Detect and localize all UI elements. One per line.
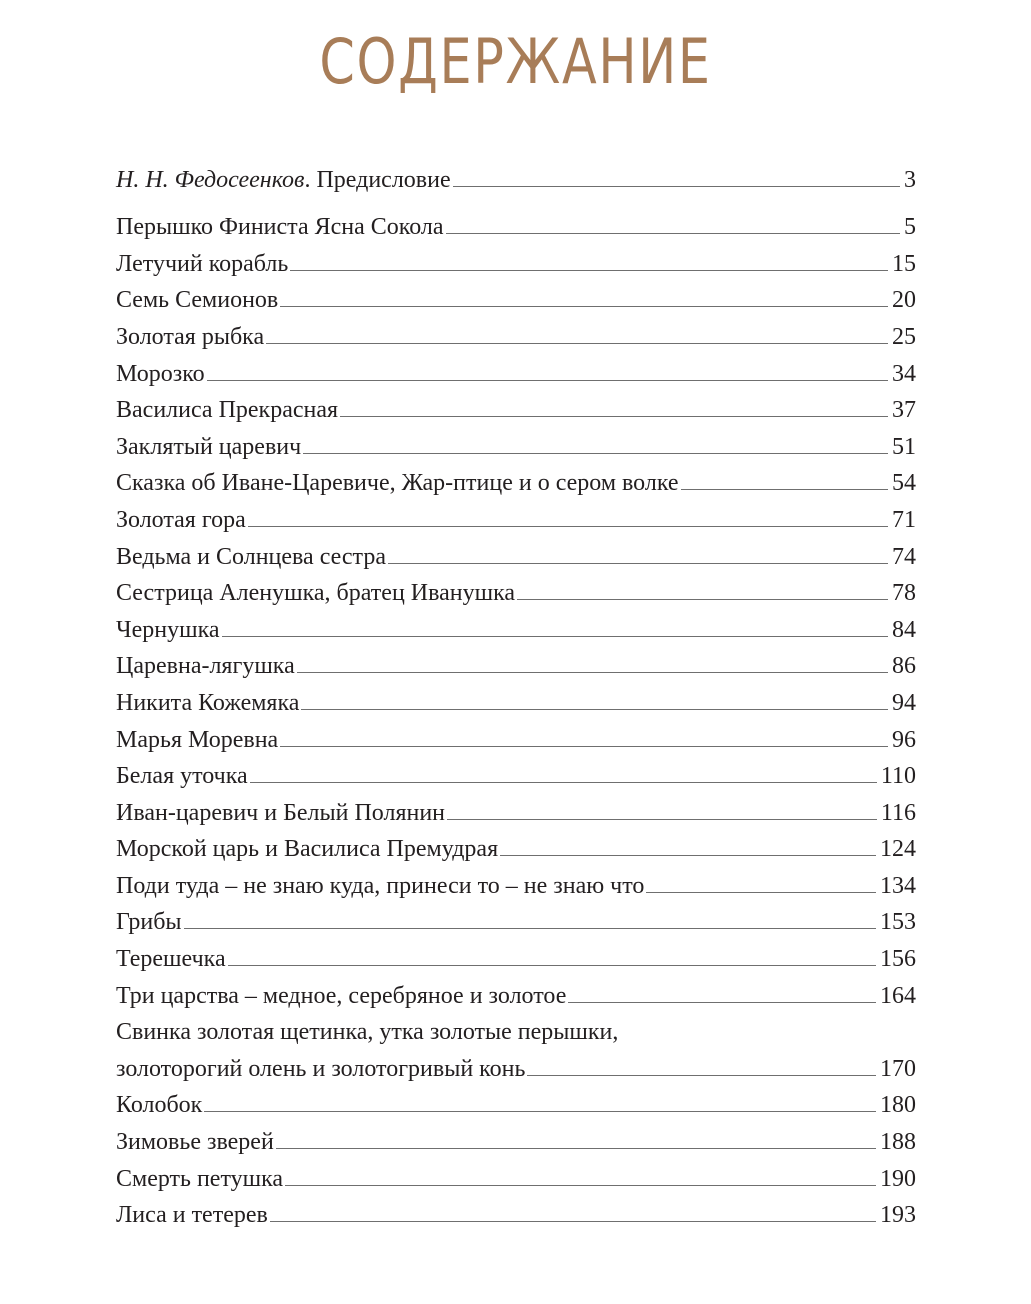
toc-entry-page: 37 <box>892 397 916 424</box>
toc-entry-page: 34 <box>892 360 916 387</box>
dot-leader <box>340 415 888 417</box>
toc-entry-title: Царевна-лягушка <box>116 653 295 680</box>
toc-entry-title: Зимовье зверей <box>116 1129 274 1156</box>
toc-entry-title: Перышко Финиста Ясна Сокола <box>116 214 444 241</box>
toc-entry[interactable] <box>116 206 916 243</box>
dot-leader <box>228 964 876 966</box>
toc-entry[interactable] <box>116 1084 916 1121</box>
toc-entry[interactable] <box>116 864 916 901</box>
toc-entry-page: 180 <box>880 1092 916 1119</box>
dot-leader <box>303 452 888 454</box>
toc-entry[interactable] <box>116 572 916 609</box>
toc-entry-page: 153 <box>880 909 916 936</box>
toc-entry-title: Ведьма и Солнцева сестра <box>116 543 386 570</box>
toc-entry-page: 51 <box>892 433 916 460</box>
toc-entry[interactable] <box>116 828 916 865</box>
toc-entry[interactable] <box>116 1047 916 1084</box>
toc-entry-page: 124 <box>880 836 916 863</box>
dot-leader <box>517 598 888 600</box>
toc-entry[interactable] <box>116 315 916 352</box>
toc-entry-title: Никита Кожемяка <box>116 689 300 716</box>
dot-leader <box>207 379 888 381</box>
toc-entry[interactable] <box>116 755 916 792</box>
toc-entry-page: 71 <box>892 506 916 533</box>
toc-entry-page: 3 <box>904 166 916 193</box>
dot-leader <box>285 1184 876 1186</box>
toc-entry-page: 54 <box>892 470 916 497</box>
toc-entry-title: Золотая гора <box>116 506 246 533</box>
dot-leader <box>447 818 877 820</box>
toc-entry-page: 134 <box>880 872 916 899</box>
dot-leader <box>280 305 888 307</box>
toc-entry-page: 170 <box>880 1055 916 1082</box>
toc-entry-title: Иван-царевич и Белый Полянин <box>116 799 446 826</box>
toc-entry-page: 86 <box>892 653 916 680</box>
toc-entry-page: 25 <box>892 323 916 350</box>
toc-entry[interactable] <box>116 462 916 499</box>
toc-entry-title: Морской царь и Василиса Премудрая <box>116 836 499 863</box>
dot-leader <box>290 269 888 271</box>
toc-entry[interactable] <box>116 242 916 279</box>
toc-entry-page: 164 <box>880 982 916 1009</box>
toc-entry-page: 74 <box>892 543 916 570</box>
dot-leader <box>270 1220 876 1222</box>
toc-entry-title: Золотая рыбка <box>116 323 265 350</box>
toc-entry[interactable] <box>116 974 916 1011</box>
dot-leader <box>184 927 876 929</box>
dot-leader <box>266 342 888 344</box>
table-of-contents <box>116 158 916 1230</box>
toc-entry-title: Три царства – медное, серебряное и золотое <box>116 982 567 1009</box>
toc-entry-line[interactable] <box>116 1011 916 1048</box>
toc-entry-title: Марья Моревна <box>116 726 279 753</box>
toc-entry[interactable] <box>116 425 916 462</box>
toc-entry-title: Лиса и тетерев <box>116 1202 268 1229</box>
toc-entry-title: Василиса Прекрасная <box>116 397 339 424</box>
toc-entry-title: Белая уточка <box>116 763 248 790</box>
dot-leader <box>568 1001 876 1003</box>
toc-entry-page: 190 <box>880 1165 916 1192</box>
toc-entry-preface[interactable] <box>116 158 916 195</box>
toc-entry-title: Морозко <box>116 360 205 387</box>
toc-entry-page: 116 <box>880 799 916 826</box>
toc-entry-page: 96 <box>892 726 916 753</box>
toc-entry-title: Колобок <box>116 1092 203 1119</box>
toc-entry-page: 5 <box>904 214 916 241</box>
toc-entry[interactable] <box>116 498 916 535</box>
toc-entry[interactable] <box>116 937 916 974</box>
dot-leader <box>446 232 900 234</box>
toc-entry[interactable] <box>116 901 916 938</box>
toc-entry[interactable] <box>116 279 916 316</box>
dot-leader <box>248 525 888 527</box>
dot-leader <box>453 185 900 187</box>
dot-leader <box>527 1074 876 1076</box>
toc-entry[interactable] <box>116 1157 916 1194</box>
toc-entry-page: 110 <box>880 763 916 790</box>
toc-entry[interactable] <box>116 608 916 645</box>
toc-entry-page: 84 <box>892 616 916 643</box>
toc-entry-page: 156 <box>880 946 916 973</box>
toc-entry-author: Н. Н. Федосеенков <box>116 166 305 193</box>
toc-entries-list <box>116 206 916 1231</box>
toc-entry-page: 193 <box>880 1202 916 1229</box>
dot-leader <box>681 488 888 490</box>
page-title: СОДЕРЖАНИЕ <box>319 25 712 98</box>
dot-leader <box>388 562 888 564</box>
toc-entry[interactable] <box>116 681 916 718</box>
toc-entry[interactable] <box>116 389 916 426</box>
dot-leader <box>222 635 888 637</box>
toc-entry-page: 78 <box>892 580 916 607</box>
toc-entry[interactable] <box>116 535 916 572</box>
dot-leader <box>204 1110 876 1112</box>
dot-leader <box>646 891 876 893</box>
toc-entry-title: Смерть петушка <box>116 1165 284 1192</box>
toc-entry-title: золоторогий олень и золотогривый конь <box>116 1055 526 1082</box>
dot-leader <box>500 854 876 856</box>
dot-leader <box>297 671 888 673</box>
toc-entry-page: 20 <box>892 287 916 314</box>
toc-entry[interactable] <box>116 718 916 755</box>
toc-entry-title: Свинка золотая щетинка, утка золотые перышки, <box>116 1019 619 1046</box>
toc-entry[interactable] <box>116 1194 916 1231</box>
toc-entry[interactable] <box>116 791 916 828</box>
toc-entry[interactable] <box>116 1120 916 1157</box>
toc-entry-title: Сестрица Аленушка, братец Иванушка <box>116 580 516 607</box>
toc-entry-page: 94 <box>892 689 916 716</box>
toc-entry-title: Грибы <box>116 909 182 936</box>
toc-entry-page: 188 <box>880 1129 916 1156</box>
toc-entry-title: Летучий корабль <box>116 250 289 277</box>
dot-leader <box>276 1147 876 1149</box>
dot-leader <box>301 708 888 710</box>
toc-entry-title: . Предисловие <box>304 166 451 193</box>
toc-entry-title: Поди туда – не знаю куда, принеси то – не знаю что <box>116 872 645 899</box>
dot-leader <box>280 745 888 747</box>
toc-entry-title: Семь Семионов <box>116 287 279 314</box>
toc-entry-title: Терешечка <box>116 946 226 973</box>
toc-entry-title: Чернушка <box>116 616 220 643</box>
toc-entry[interactable] <box>116 352 916 389</box>
toc-entry-title: Сказка об Иване-Царевиче, Жар-птице и о сером волке <box>116 470 679 497</box>
dot-leader <box>250 781 877 783</box>
toc-entry-page: 15 <box>892 250 916 277</box>
toc-entry[interactable] <box>116 645 916 682</box>
toc-entry-title: Заклятый царевич <box>116 433 302 460</box>
